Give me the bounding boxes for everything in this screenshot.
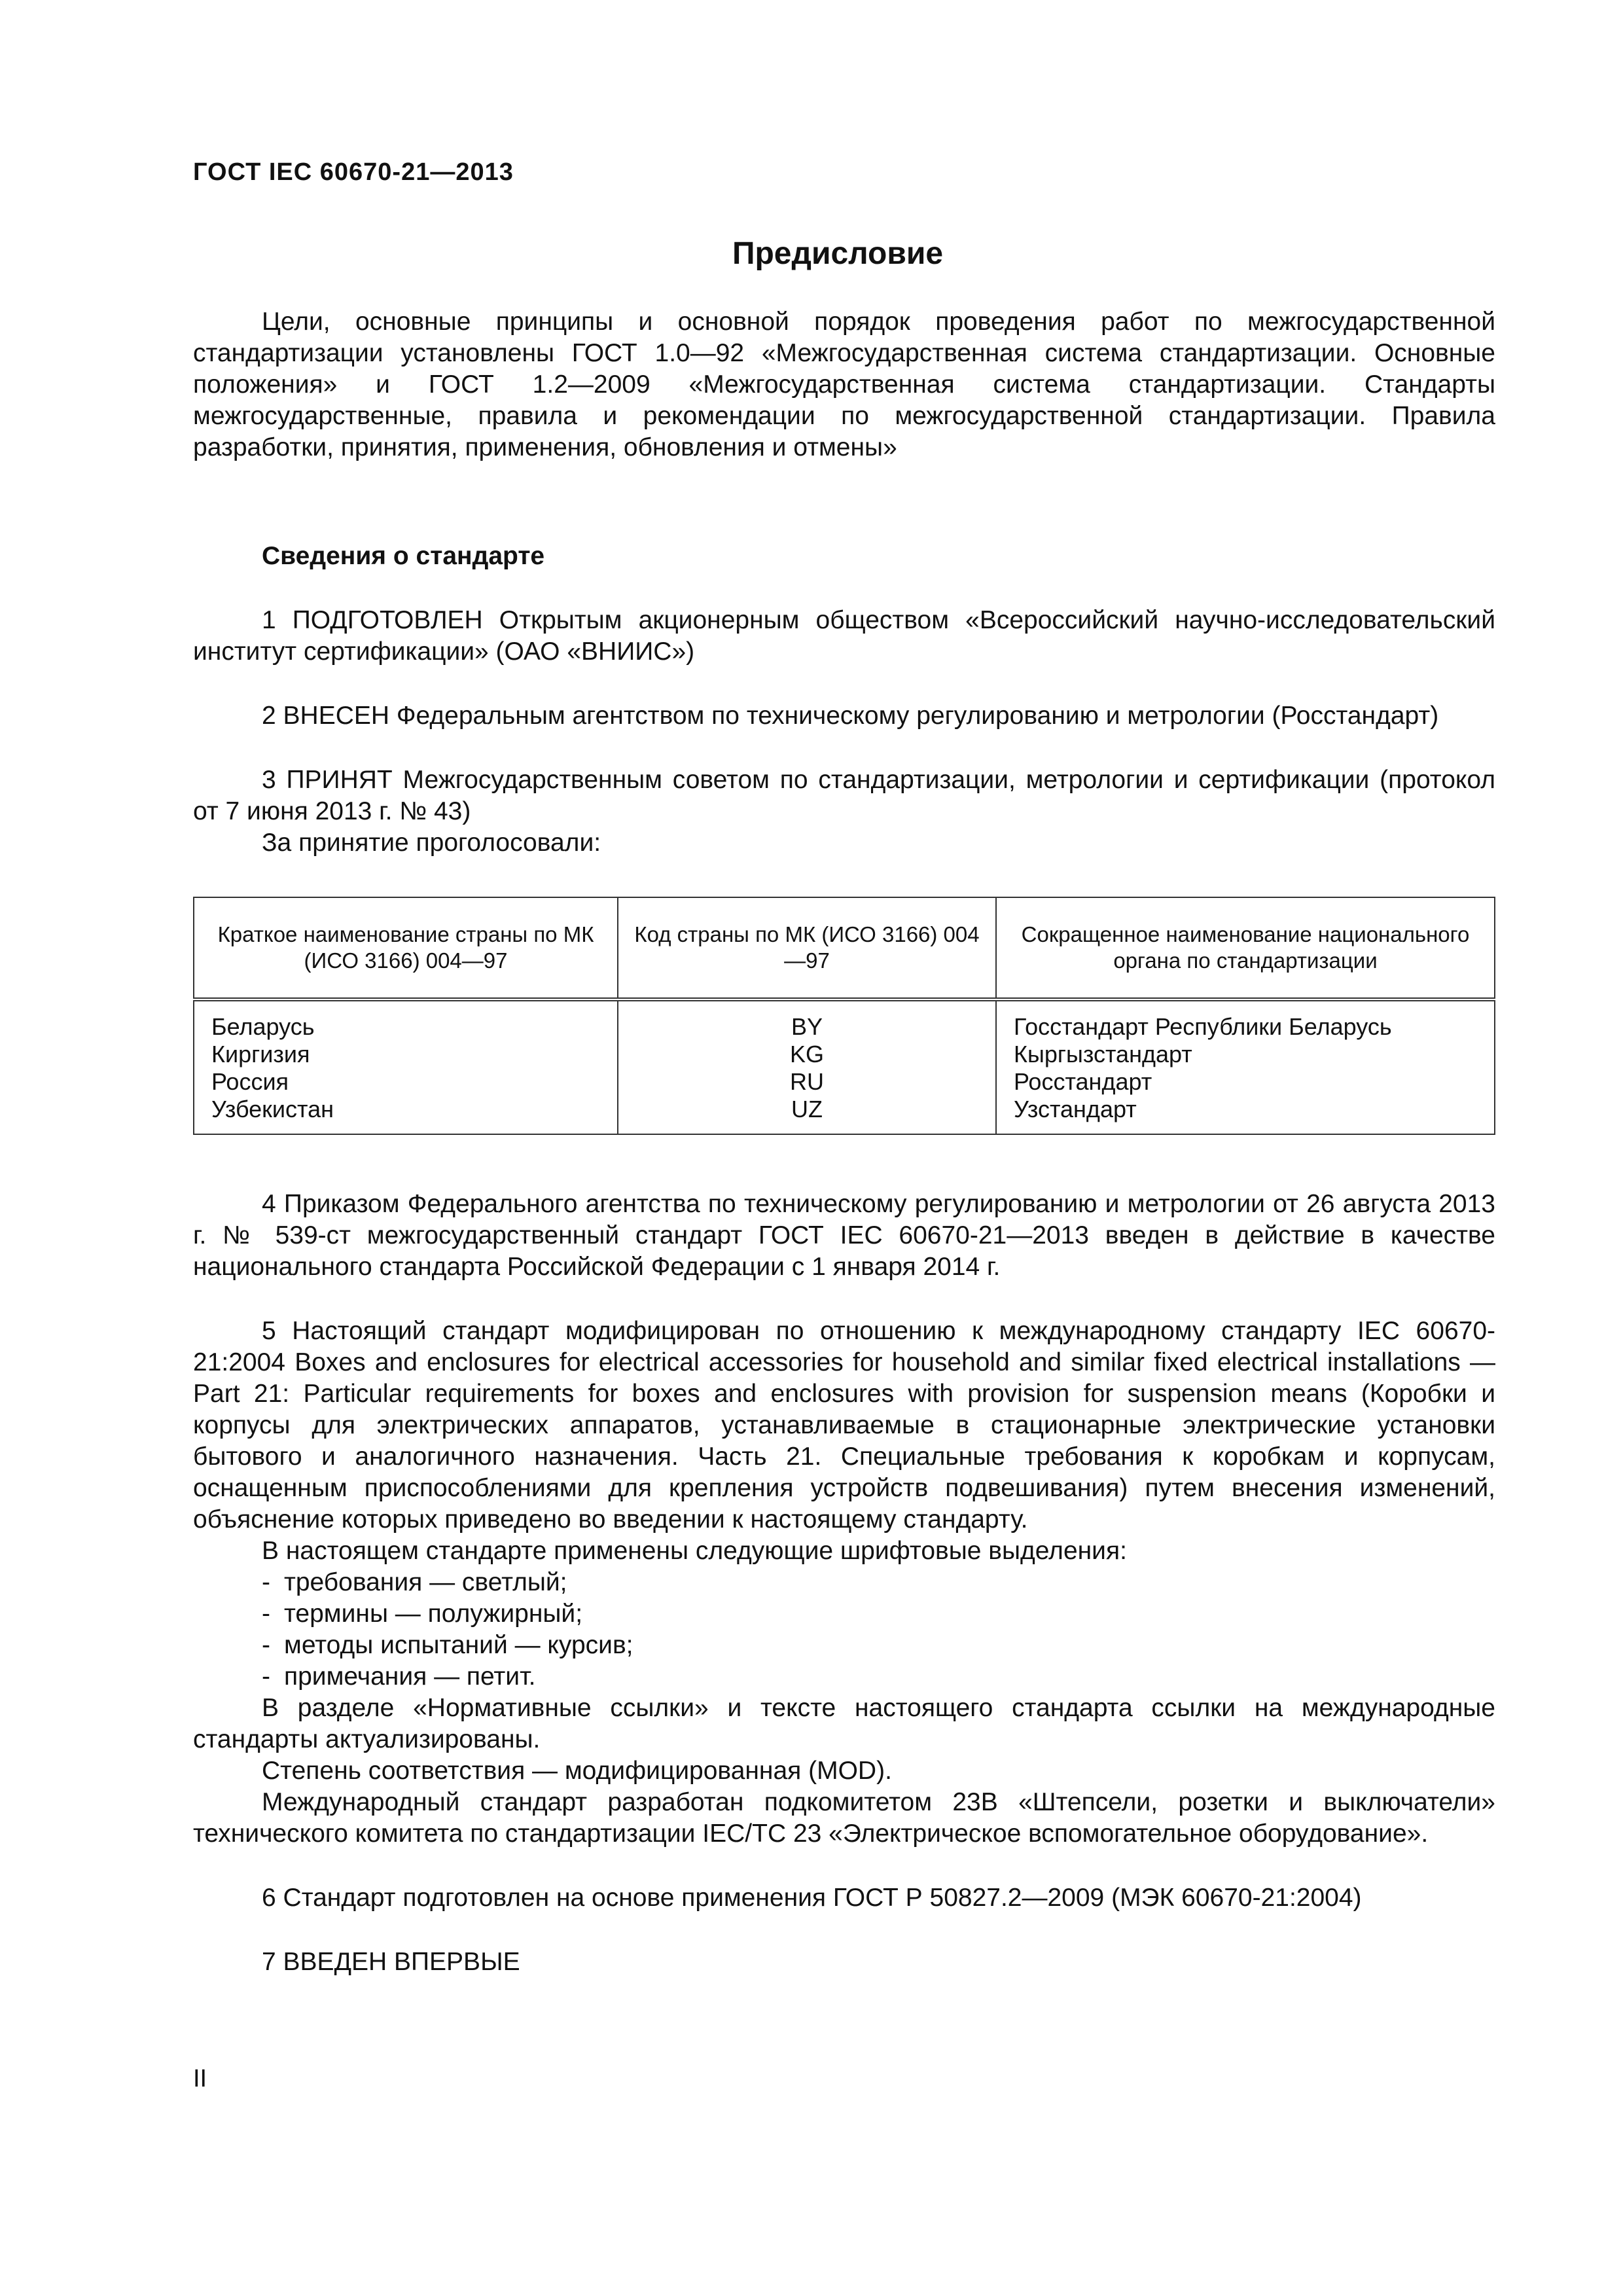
intro-paragraph: Цели, основные принципы и основной порядок проведения работ по межгосударственной стандартизации установлены ГОСТ 1.0—92 «Межгосударственная система стандартизации. Основные положения» и ГОСТ 1.2—2009 «Межгосударственная система стандартизации. Стандарты межгосударственные, правила и рекомендации по межгосударственной стандартизации. Правила разработки, принятия, применения, обновления и отмены»	[193, 308, 1495, 461]
header-code: Код страны по МК (ИСО 3166) 004—97	[618, 897, 996, 999]
country-code: BY	[791, 1013, 823, 1040]
national-body-name: Узстандарт	[1014, 1096, 1137, 1122]
header-country: Краткое наименование страны по МК (ИСО 3166) 004—97	[194, 897, 618, 999]
list-item-text: примечания — петит.	[284, 1662, 536, 1691]
item-3: 3 ПРИНЯТ Межгосударственным советом по стандартизации, метрологии и сертификации (протокол от 7 июня 2013 г. № 43)	[193, 766, 1495, 825]
document-body	[193, 306, 1495, 1978]
item-5: 5 Настоящий стандарт модифицирован по отношению к международному стандарту IEC 60670-21:2004 Boxes and enclosures for electrical accessories for household and similar fixed electrical installations — Part 21: Particular requirements for boxes and enclosures with provision for suspension means (Коробки и корпусы для электрических аппаратов, устанавливаемые в стационарные электрические установки бытового и аналогичного назначения. Часть 21. Специальные требования к коробкам и корпусам, оснащенным приспособлениями для крепления устройств подвешивания) путем внесения изменений, объяснение которых приведено во введении к настоящему стандарту.	[193, 1317, 1495, 1534]
section-heading: Сведения о стандарте	[262, 542, 545, 570]
font-styles-list	[193, 1567, 1495, 1693]
country-column	[194, 999, 618, 1134]
national-body-name: Росстандарт	[1014, 1068, 1152, 1095]
national-body-name: Госстандарт Республики Беларусь	[1014, 1013, 1392, 1040]
country-name: Беларусь	[211, 1013, 315, 1040]
header-national-body: Сокращенное наименование национального органа по стандартизации	[996, 897, 1495, 999]
page-number: II	[193, 2065, 207, 2092]
item-5-fonts-intro: В настоящем стандарте применены следующие шрифтовые выделения:	[262, 1537, 1127, 1565]
page-title-text: Предисловие	[732, 236, 944, 271]
country-name: Россия	[211, 1068, 289, 1095]
list-item: - методы испытаний — курсив;	[262, 1631, 633, 1659]
item-6: 6 Стандарт подготовлен на основе применения ГОСТ Р 50827.2—2009 (МЭК 60670-21:2004)	[262, 1884, 1362, 1912]
list-item: - требования — светлый;	[262, 1568, 567, 1596]
country-code: UZ	[791, 1096, 823, 1122]
list-item-text: методы испытаний — курсив;	[284, 1631, 633, 1659]
item-5-degree: Степень соответствия — модифицированная (MOD).	[262, 1757, 892, 1785]
code-column	[618, 999, 996, 1134]
item-2: 2 ВНЕСЕН Федеральным агентством по техническому регулированию и метрологии (Росстандарт)	[262, 702, 1439, 730]
country-code: RU	[790, 1068, 824, 1095]
item-3-vote-label: За принятие проголосовали:	[262, 829, 601, 857]
list-item: - термины — полужирный;	[262, 1600, 583, 1628]
country-name: Киргизия	[211, 1041, 310, 1067]
country-code: KG	[789, 1041, 824, 1067]
item-5-developer: Международный стандарт разработан подкомитетом 23В «Штепсели, розетки и выключатели» технического комитета по стандартизации IEC/TC 23 «Электрическое вспомогательное оборудование».	[193, 1788, 1495, 1848]
list-item-text: требования — светлый;	[284, 1568, 567, 1596]
document-header: ГОСТ IEC 60670-21—2013	[193, 158, 514, 186]
item-1: 1 ПОДГОТОВЛЕН Открытым акционерным обществом «Всероссийский научно-исследовательский институт сертификации» (ОАО «ВНИИС»)	[193, 606, 1495, 666]
list-item: - примечания — петит.	[262, 1662, 536, 1691]
voting-table-header-row	[194, 897, 1495, 999]
list-item-text: термины — полужирный;	[284, 1600, 583, 1628]
national-body-name: Кыргызстандарт	[1014, 1041, 1192, 1067]
item-7: 7 ВВЕДЕН ВПЕРВЫЕ	[262, 1948, 520, 1976]
country-name: Узбекистан	[211, 1096, 334, 1122]
voting-table	[193, 897, 1495, 1135]
page-title	[0, 236, 1623, 272]
item-5-refs: В разделе «Нормативные ссылки» и тексте настоящего стандарта ссылки на международные стандарты актуализированы.	[193, 1694, 1495, 1753]
national-body-column	[996, 999, 1495, 1134]
item-4: 4 Приказом Федерального агентства по техническому регулированию и метрологии от 26 августа 2013 г. № 539-ст межгосударственный стандарт ГОСТ IEC 60670-21—2013 введен в действие в качестве национального стандарта Российской Федерации с 1 января 2014 г.	[193, 1190, 1495, 1281]
voting-table-body-row	[194, 999, 1495, 1134]
